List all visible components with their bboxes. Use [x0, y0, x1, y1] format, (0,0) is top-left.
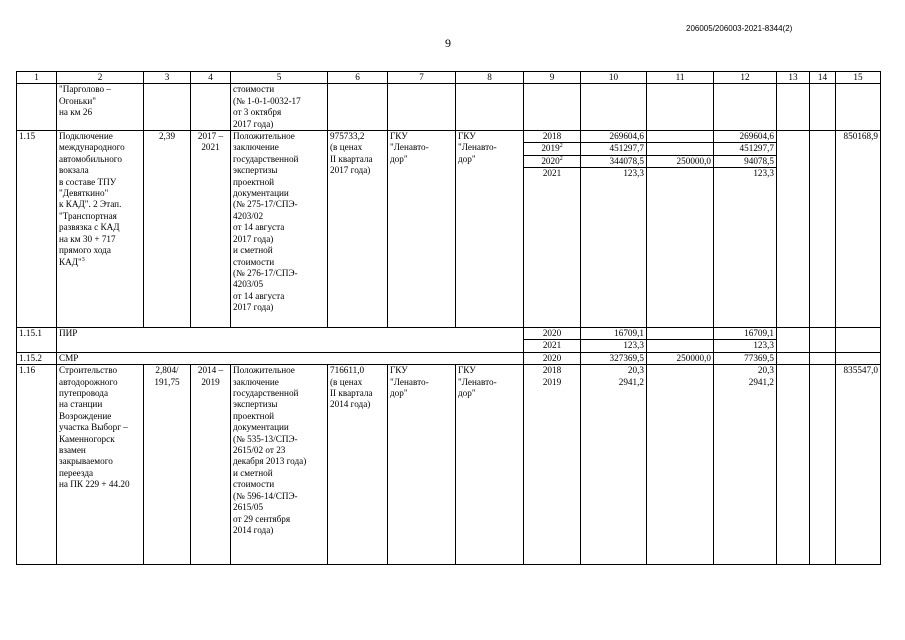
amount-cell — [714, 131, 777, 328]
amount-cell — [810, 328, 836, 353]
total-cell: 850168,9 — [836, 131, 881, 328]
year-value: 2021 — [542, 168, 562, 179]
document-id: 206005/206003-2021-8344(2) — [686, 24, 793, 33]
table-row — [17, 365, 881, 565]
amount-value: 250000,0 — [647, 156, 713, 168]
total-cell — [836, 84, 881, 131]
row-number-cell: 1.15.1 — [17, 328, 57, 353]
amount-value: 344078,5 — [581, 156, 646, 168]
amount-value: 451297,7 — [581, 143, 646, 155]
amount-cell — [581, 84, 647, 131]
amount-cell — [581, 328, 647, 353]
year-value: 2018 — [542, 365, 562, 376]
col-number: 9 — [524, 72, 581, 84]
amount-cell — [647, 328, 714, 353]
customer-cell: ГКУ "Ленавто- дор" — [388, 131, 456, 328]
row-number-cell: 1.15.2 — [17, 352, 57, 364]
amount-value — [647, 168, 713, 179]
amount-value: 123,3 — [753, 340, 774, 351]
amount-cell — [777, 131, 810, 328]
amount-cell — [810, 352, 836, 364]
amount-cell — [714, 365, 777, 565]
amount-value: 123,3 — [753, 168, 774, 179]
amount-cell — [810, 84, 836, 131]
col-number: 3 — [144, 72, 191, 84]
table-row — [17, 84, 881, 131]
amount-cell: 77369,5 — [714, 352, 777, 364]
cost-cell — [328, 84, 388, 131]
amount-value: 451297,7 — [714, 143, 776, 155]
col-number: 6 — [328, 72, 388, 84]
year-value: 2020 — [524, 328, 580, 340]
document-cell: Положительное заключение государственной экспертизы проектной документации (№ 535-13/СПЭ- 2615/02 от 23 декабря 2013 года) и сметной стоимости (№ 596-14/СПЭ- 2615/05 от 29 сентября 2014 года) — [231, 365, 328, 565]
year-cell — [524, 365, 581, 565]
year-cell — [524, 84, 581, 131]
row-number-cell: 1.16 — [17, 365, 57, 565]
col-number: 10 — [581, 72, 647, 84]
builder-cell: ГКУ "Ленавто- дор" — [456, 365, 524, 565]
amount-cell — [777, 328, 810, 353]
page-number: 9 — [445, 36, 451, 50]
period-cell — [191, 84, 231, 131]
amount-value: 16709,1 — [714, 328, 776, 340]
year-value: 2018 — [524, 131, 580, 143]
amount-value: 20,3 — [757, 365, 774, 376]
col-number: 12 — [714, 72, 777, 84]
column-number-row — [17, 72, 881, 84]
row-number-cell — [17, 84, 57, 131]
col-number: 1 — [17, 72, 57, 84]
document-cell: стоимости (№ 1-0-1-0032-17 от 3 октября 2017 года) — [231, 84, 328, 131]
object-name-cell: "Парголово – Огоньки" на км 26 — [57, 84, 144, 131]
document-cell: Положительное заключение государственной экспертизы проектной документации (№ 275-17/СПЭ- 4203/02 от 14 августа 2017 года) и сметной стоимости (№ 276-17/СПЭ- 4203/05 от 14 августа 2017 года) — [231, 131, 328, 328]
amount-cell — [810, 365, 836, 565]
amount-cell — [581, 365, 647, 565]
amount-value: 123,3 — [623, 340, 644, 351]
amount-cell — [647, 365, 714, 565]
work-type-cell: СМР — [57, 352, 524, 364]
col-number: 7 — [388, 72, 456, 84]
year-cell — [524, 131, 581, 328]
year-cell: 2020 — [524, 352, 581, 364]
col-number: 15 — [836, 72, 881, 84]
amount-value: 123,3 — [623, 168, 644, 179]
cost-cell: 975733,2 (в ценах II квартала 2017 года) — [328, 131, 388, 328]
col-number: 11 — [647, 72, 714, 84]
amount-cell — [581, 131, 647, 328]
object-name-cell: Строительство автодорожного путепровода на станции Возрождение участка Выборг – Каменногорск взамен закрываемого переезда на ПК 229 + 44.20 — [57, 365, 144, 565]
amount-cell: 327369,5 — [581, 352, 647, 364]
col-number: 8 — [456, 72, 524, 84]
customer-cell — [388, 84, 456, 131]
cost-cell: 716611,0 (в ценах II квартала 2014 года) — [328, 365, 388, 565]
amount-value: 2941,2 — [618, 376, 644, 387]
amount-value: 2941,2 — [748, 376, 774, 387]
row-number-cell: 1.15 — [17, 131, 57, 328]
table-row — [17, 352, 881, 364]
length-cell: 2,804/ 191,75 — [144, 365, 191, 565]
amount-value — [647, 131, 713, 143]
amount-cell — [647, 84, 714, 131]
program-table — [16, 71, 881, 565]
amount-cell — [810, 131, 836, 328]
year-value: 2021 — [542, 340, 562, 351]
table-row — [17, 131, 881, 328]
amount-cell — [777, 352, 810, 364]
col-number: 5 — [231, 72, 328, 84]
amount-value: 20,3 — [627, 365, 644, 376]
amount-cell: 250000,0 — [647, 352, 714, 364]
total-cell — [836, 328, 881, 353]
year-value: 2020$^2$ — [524, 156, 580, 168]
amount-value: 269604,6 — [714, 131, 776, 143]
total-cell — [836, 352, 881, 364]
amount-cell — [647, 131, 714, 328]
amount-cell — [777, 365, 810, 565]
col-number: 2 — [57, 72, 144, 84]
amount-cell — [777, 84, 810, 131]
amount-value — [647, 143, 713, 155]
col-number: 4 — [191, 72, 231, 84]
year-value: 2019 — [542, 376, 562, 387]
col-number: 13 — [777, 72, 810, 84]
period-cell: 2014 – 2019 — [191, 365, 231, 565]
amount-value: 16709,1 — [581, 328, 646, 340]
object-name-text: Подключение международного автомобильного вокзала в составе ТПУ "Девяткино" к КАД". 2 Этап. "Транспортная развязка с КАД на км 30 + 717 прямого хода КАД" — [59, 131, 125, 267]
customer-cell: ГКУ "Ленавто- дор" — [388, 365, 456, 565]
builder-cell: ГКУ "Ленавто- дор" — [456, 131, 524, 328]
year-cell — [524, 328, 581, 353]
work-type-cell: ПИР — [57, 328, 524, 353]
period-cell: 2017 – 2021 — [191, 131, 231, 328]
amount-cell — [714, 328, 777, 353]
amount-cell — [714, 84, 777, 131]
table-row — [17, 328, 881, 353]
builder-cell — [456, 84, 524, 131]
footnote-mark: 3 — [81, 256, 85, 263]
col-number: 14 — [810, 72, 836, 84]
amount-value: 269604,6 — [581, 131, 646, 143]
length-cell — [144, 84, 191, 131]
year-value: 2019$^2$ — [524, 143, 580, 155]
amount-value: 94078,5 — [714, 156, 776, 168]
length-cell: 2,39 — [144, 131, 191, 328]
total-cell: 835547,0 — [836, 365, 881, 565]
object-name-cell — [57, 131, 144, 328]
